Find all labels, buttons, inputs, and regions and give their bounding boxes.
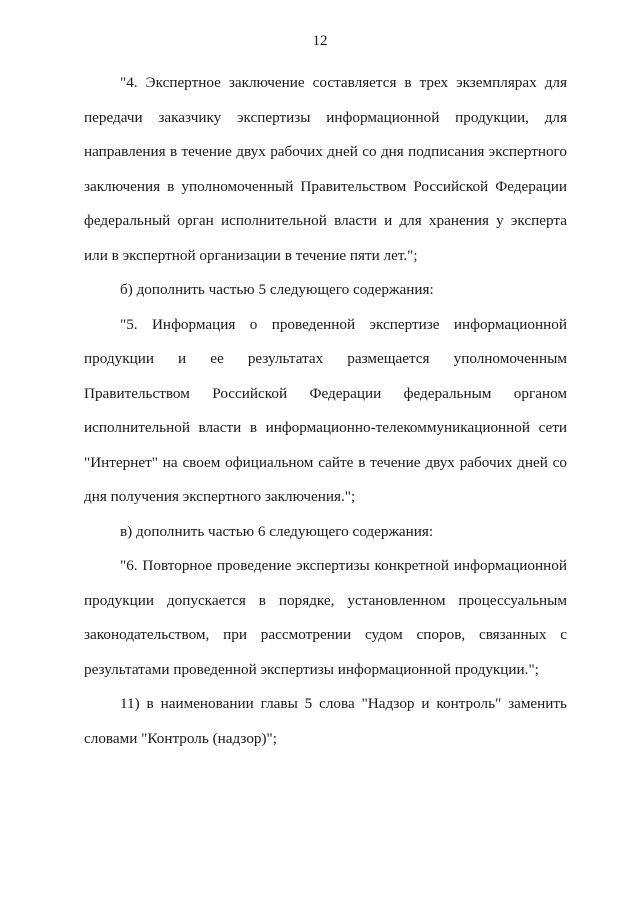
paragraph-chapter-5-rename: 11) в наименовании главы 5 слова "Надзор и контроль" заменить словами "Контроль (надзор)"; xyxy=(84,695,567,747)
paragraph-repeat-expertise: "6. Повторное проведение экспертизы конкретной информационной продукции допускается в порядке, установленном процессуальным законодательством, при рассмотрении судом споров, связанных с результатами проведенной экспертизы информационной продукции."; xyxy=(84,557,567,678)
paragraph-add-part-5: б) дополнить частью 5 следующего содержания: xyxy=(120,281,434,298)
paragraph-expert-conclusion-copies: "4. Экспертное заключение составляется в трех экземплярах для передачи заказчику экспертизы информационной продукции, для направления в течение двух рабочих дней со дня подписания экспертного заключения в уполномоченный Правительством Российской Федерации федеральный орган исполнительной власти и для хранения у эксперта или в экспертной организации в течение пяти лет."; xyxy=(84,74,567,264)
paragraph-information-publication: "5. Информация о проведенной экспертизе информационной продукции и ее результатах размещается уполномоченным Правительством Российской Федерации федеральным органом исполнительной власти в информационно-телекоммуникационной сети "Интернет" на своем официальном сайте в течение двух рабочих дней со дня получения экспертного заключения."; xyxy=(84,315,567,505)
paragraph-add-part-6: в) дополнить частью 6 следующего содержания: xyxy=(120,522,434,540)
page-number: 12 xyxy=(312,33,328,49)
document-body xyxy=(84,66,567,756)
